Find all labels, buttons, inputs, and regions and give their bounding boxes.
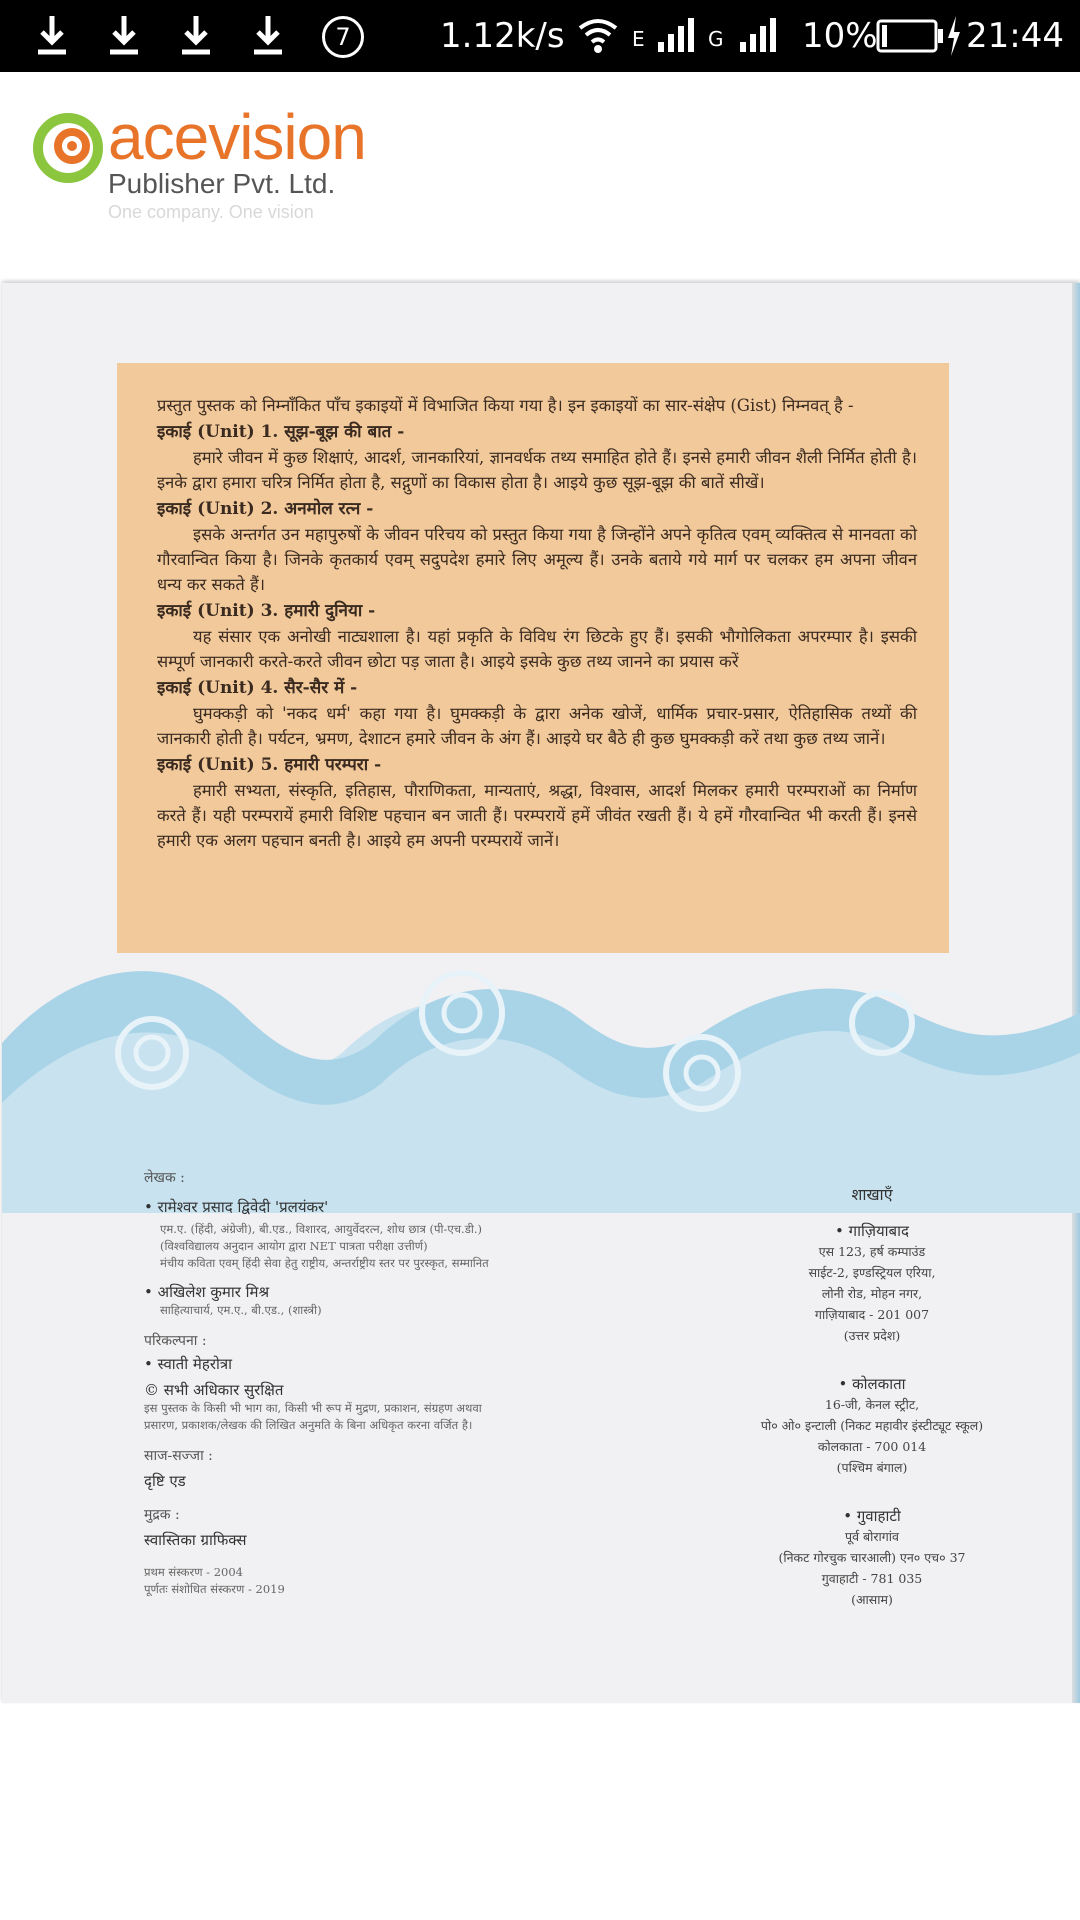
branch-name: • गुवाहाटी [843, 1507, 901, 1525]
unit-title: इकाई (Unit) 3. हमारी दुनिया - [157, 601, 376, 621]
branch-line: (पश्चिम बंगाल) [836, 1460, 908, 1475]
signal-icon [656, 14, 696, 54]
publisher-logo [30, 100, 410, 230]
branch-line: पो० ओ० इन्टाली (निकट महावीर इंस्टीट्यूट स्कूल) [760, 1418, 984, 1433]
author-qualification: साहित्याचार्य, एम.ए., बी.एड., (शास्त्री) [160, 1303, 322, 1317]
edition-info: प्रथम संस्करण - 2004 [144, 1565, 243, 1579]
printer-name: स्वास्तिका ग्राफिक्स [144, 1531, 247, 1549]
brand-name: acevision [108, 101, 366, 173]
wifi-icon [578, 18, 618, 54]
author-name: • अखिलेश कुमार मिश्र [144, 1283, 270, 1301]
rights-notice: © सभी अधिकार सुरक्षित [144, 1381, 284, 1399]
branch-line: गुवाहाटी - 781 035 [821, 1571, 923, 1586]
clock: 21:44 [966, 16, 1064, 56]
download-icon [34, 14, 70, 58]
branch-name: • गाज़ियाबाद [835, 1222, 909, 1240]
charging-bolt-icon [946, 16, 962, 56]
concept-label: परिकल्पना : [144, 1333, 207, 1349]
unit-body: इसके अन्तर्गत उन महापुरुषों के जीवन परिचय को प्रस्तुत किया गया है जिन्होंने अपने कृतित्व एवम् व्यक्तित्व से मानवता को गौरवान्वित किया है। जिनके कृतकार्य एवम् सदुपदेश हमारे लिए अमूल्य हैं। उनके बताये गये मार्ग पर चलकर हम अपना जीवन धन्य कर सकते हैं। [157, 525, 917, 594]
signal-icon [738, 14, 778, 54]
unit-body: घुमक्कड़ी को 'नकद धर्म' कहा गया है। घुमक्कड़ी के द्वारा अनेक खोजें, धार्मिक प्रचार-प्रसार, ऐतिहासिक तथ्यों की जानकारी होती है। पर्यटन, भ्रमण, देशाटन हमारे जीवन के अंग हैं। आइये घर बैठे ही कुछ घुमक्कड़ी करें तथा कुछ तथ्य जानें। [157, 704, 917, 748]
network-speed: 1.12k/s [440, 16, 565, 56]
author-label: लेखक : [144, 1170, 185, 1186]
branch-line: एस 123, हर्ष कम्पाउंड [818, 1244, 926, 1259]
brand-tagline: One company. One vision [108, 202, 314, 222]
author-qualification: (विश्वविद्यालय अनुदान आयोग द्वारा NET पात्रता परीक्षा उत्तीर्ण) [160, 1239, 428, 1253]
branch-line: साईट-2, इण्डस्ट्रियल एरिया, [808, 1265, 936, 1280]
download-icon [178, 14, 214, 58]
brand-subtitle: Publisher Pvt. Ltd. [108, 168, 336, 199]
summary-panel [117, 363, 949, 953]
acevision-logo-icon [32, 104, 104, 190]
document-page[interactable] [2, 283, 1080, 1703]
design-name: दृष्टि एड [144, 1472, 186, 1490]
status-bar [0, 0, 1080, 72]
network-type-label: G [708, 27, 724, 51]
unit-title: इकाई (Unit) 5. हमारी परम्परा - [157, 755, 382, 775]
branch-address [702, 1221, 1042, 1346]
rights-text: इस पुस्तक के किसी भी भाग का, किसी भी रूप में मुद्रण, प्रकाशन, संग्रहण अथवा [144, 1401, 482, 1415]
branch-line: (उत्तर प्रदेश) [843, 1328, 901, 1343]
unit-body: यह संसार एक अनोखी नाट्यशाला है। यहां प्रकृति के विविध रंग छिटके हुए हैं। इसकी भौगोलिकता अपरम्पार है। इसकी सम्पूर्ण जानकारी करते-करते जीवन छोटा पड़ जाता है। आइये इसके कुछ तथ्य जानने का प्रयास करें [157, 627, 917, 671]
branch-line: गाज़ियाबाद - 201 007 [814, 1307, 930, 1322]
battery-charging-icon [876, 18, 946, 54]
author-name: • रामेश्वर प्रसाद द्विवेदी 'प्रलयंकर' [144, 1198, 329, 1216]
author-qualification: एम.ए. (हिंदी, अंग्रेजी), बी.एड., विशारद, आयुर्वेदरत्न, शोध छात्र (पी-एच.डी.) [160, 1222, 482, 1236]
unit-title: इकाई (Unit) 1. सूझ-बूझ की बात - [157, 422, 405, 442]
unit-title: इकाई (Unit) 2. अनमोल रत्न - [157, 499, 374, 519]
battery-percent: 10% [802, 16, 878, 56]
notification-count-badge: 7 [322, 16, 364, 58]
author-qualification: मंचीय कविता एवम् हिंदी सेवा हेतु राष्ट्रीय, अन्तर्राष्ट्रीय स्तर पर पुरस्कृत, सम्मानित [160, 1256, 489, 1270]
branch-address [702, 1506, 1042, 1610]
branch-name: • कोलकाता [838, 1375, 906, 1393]
credits-block [144, 1168, 604, 1598]
download-icon [106, 14, 142, 58]
branch-line: (निकट गोरचुक चारआली) एन० एच० 37 [778, 1550, 966, 1565]
printer-label: मुद्रक : [144, 1507, 180, 1523]
rights-text: प्रसारण, प्रकाशक/लेखक की लिखित अनुमति के बिना अधिकृत करना वर्जित है। [144, 1418, 473, 1432]
summary-intro: प्रस्तुत पुस्तक को निम्नाँकित पाँच इकाइयों में विभाजित किया गया है। इन इकाइयों का सार-संक्षेप (Gist) निम्नवत् है - [157, 396, 854, 415]
branch-address [702, 1374, 1042, 1478]
unit-body: हमारे जीवन में कुछ शिक्षाएं, आदर्श, जानकारियां, ज्ञानवर्धक तथ्य समाहित होते हैं। इनसे हमारी जीवन शैली निर्मित होती है। इनके द्वारा हमारा चरित्र निर्मित होता है, सद्गुणों का विकास होता है। आइये कुछ सूझ-बूझ की बातें सीखें। [157, 448, 917, 492]
branch-line: 16-जी, केनल स्ट्रीट, [824, 1397, 920, 1412]
branches-heading: शाखाएँ [851, 1185, 893, 1204]
download-icon [250, 14, 286, 58]
concept-name: • स्वाती मेहरोत्रा [144, 1355, 232, 1373]
branch-line: पूर्व बोरागांव [845, 1529, 899, 1544]
branch-line: (आसाम) [851, 1592, 893, 1607]
branch-line: लोनी रोड, मोहन नगर, [821, 1286, 923, 1301]
branch-line: कोलकाता - 700 014 [817, 1439, 927, 1454]
design-label: साज-सज्जा : [144, 1448, 213, 1464]
branches-block [702, 1183, 1042, 1638]
unit-title: इकाई (Unit) 4. सैर-सैर में - [157, 678, 358, 698]
unit-body: हमारी सभ्यता, संस्कृति, इतिहास, पौराणिकता, मान्यताएं, श्रद्धा, विश्वास, आदर्श मिलकर हमारी परम्पराओं का निर्माण करते हैं। यही परम्परायें हमारी विशिष्ट पहचान बन जाती हैं। परम्परायें हमें जीवंत रखती हैं। ये हमें गौरवान्वित भी करती हैं। इनसे हमारी एक अलग पहचान बनती है। आइये हम अपनी परम्परायें जानें। [157, 781, 917, 850]
network-type-label: E [632, 27, 645, 51]
summary-text [157, 393, 917, 853]
edition-info: पूर्णतः संशोधित संस्करण - 2019 [144, 1582, 285, 1596]
